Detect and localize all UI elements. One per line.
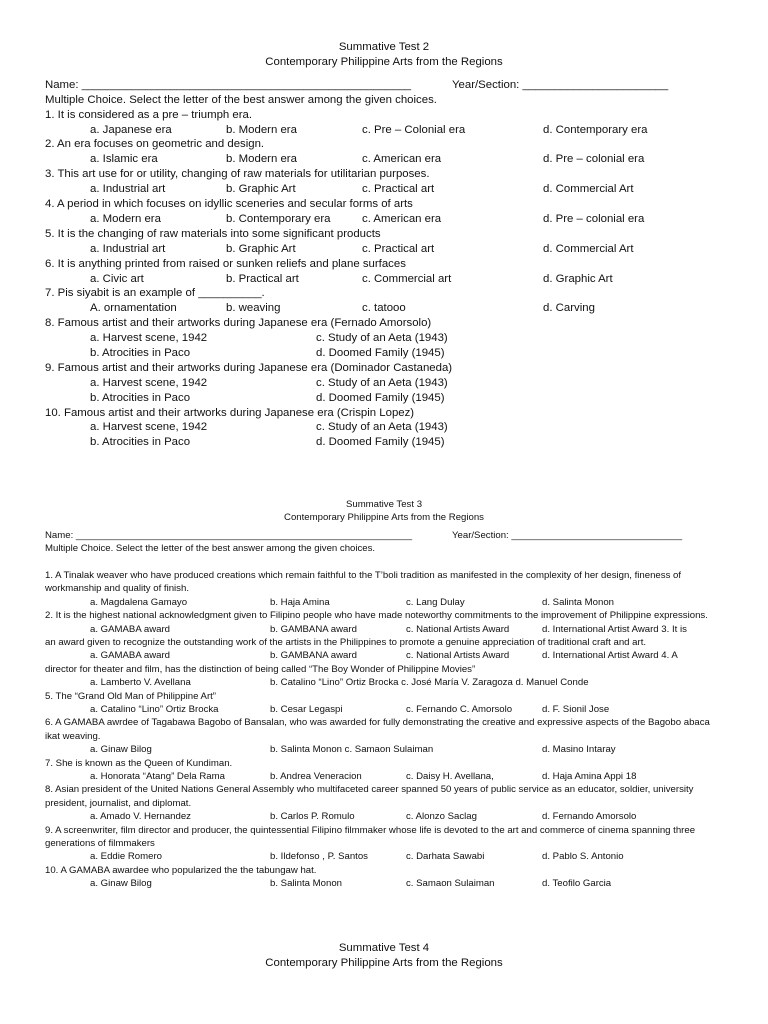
option: a. Lamberto V. Avellana [90, 677, 191, 689]
option: b. Atrocities in Paco [90, 391, 191, 404]
answer-options [0, 877, 768, 890]
test3-name-row [0, 529, 768, 542]
answer-options [0, 391, 768, 406]
test4-title: Summative Test 4 [338, 942, 430, 954]
summative-test-2 [0, 40, 768, 450]
question: 8. Asian president of the United Nations General Assembly who multifaceted career spanned 50 years of public service as an educator, soldier, university president, journalist, and diplomat. [45, 784, 694, 809]
option: a. Modern era [90, 212, 161, 225]
question: 5. The “Grand Old Man of Philippine Art” [45, 690, 216, 702]
question: 10. A GAMABA awardee who popularized the the tabungaw hat. [45, 864, 317, 876]
option: c. Study of an Aeta (1943) [316, 376, 448, 389]
answer-options [0, 152, 768, 167]
option: c. National Artists Award [406, 623, 510, 635]
option: c. American era [362, 212, 442, 225]
option: d. Pre – colonial era [543, 153, 645, 166]
option: d. Doomed Family (1945) [316, 436, 445, 449]
option: b. Atrocities in Paco [90, 436, 191, 449]
option: a. Harvest scene, 1942 [90, 376, 208, 389]
answer-options [0, 676, 768, 689]
option: b. weaving [226, 302, 281, 315]
option: a. Honorata “Atang” Dela Rama [90, 771, 225, 782]
answer-options [0, 182, 768, 197]
option: d. F. Sionil Jose [542, 704, 610, 715]
option: b. Graphic Art [226, 183, 296, 196]
question: 10. Famous artist and their artworks during Japanese era (Crispin Lopez) [45, 406, 415, 419]
summative-test-4 [0, 941, 768, 971]
option: c. Samaon Sulaiman [406, 878, 495, 890]
option: a. Japanese era [90, 123, 172, 136]
test2-title: Summative Test 2 [338, 41, 430, 53]
option: d. Carving [543, 302, 595, 315]
option: a. Harvest scene, 1942 [90, 332, 208, 345]
test2-instructions: Multiple Choice. Select the letter of the best answer among the given choices. [45, 93, 437, 106]
option: d. Haja Amina Appi 18 [542, 771, 637, 782]
option: c. Fernando C. Amorsolo [406, 704, 513, 715]
option: c. Daisy H. Avellana, [406, 771, 494, 782]
option: c. Alonzo Saclag [406, 811, 477, 823]
option: d. Contemporary era [543, 123, 648, 136]
option: b. Graphic Art [226, 242, 296, 255]
option: b. GAMBANA award [270, 650, 357, 662]
option: c. Practical art [362, 183, 435, 196]
option: a. GAMABA award [90, 650, 170, 662]
option: b. Ildefonso , P. Santos [270, 851, 368, 863]
option: d. Teofilo Garcia [542, 878, 612, 890]
option: c. Study of an Aeta (1943) [316, 332, 448, 345]
answer-options [0, 420, 768, 435]
option: a. GAMABA award [90, 623, 170, 635]
test3-section-field: Year/Section: ________________________________ [452, 529, 683, 541]
question: 6. A GAMABA awrdee of Tagabawa Bagobo of Bansalan, who was awarded for fully demonstrating the creative and expressive aspects of the Bagobo abaca ikat weaving. [45, 717, 710, 742]
option: c. Lang Dulay [406, 596, 465, 608]
option: b. Haja Amina [270, 596, 330, 608]
answer-options [0, 272, 768, 287]
answer-options [0, 123, 768, 138]
option: d. Fernando Amorsolo [542, 811, 637, 823]
answer-options [0, 810, 768, 823]
test3-name-field: Name: _______________________________________________________________ [45, 529, 413, 541]
option: b. GAMBANA award [270, 623, 357, 635]
option: d. International Artist Award 3. It is [542, 623, 687, 635]
option: a. Islamic era [90, 153, 158, 166]
question: 9. A screenwriter, film director and producer, the quintessential Filipino filmmaker whose life is devoted to the art and commerce of cinema spanning three generations of filmmakers [45, 824, 696, 849]
test2-subtitle: Contemporary Philippine Arts from the Regions [265, 55, 503, 68]
option: a. Industrial art [90, 242, 166, 255]
question: 2. It is the highest national acknowledgment given to Filipino people who have made noteworthy commitments to the improvement of Philippine expressions. [45, 610, 708, 622]
option: c. Pre – Colonial era [362, 123, 466, 136]
question: 8. Famous artist and their artworks during Japanese era (Fernado Amorsolo) [45, 317, 432, 330]
option: c. National Artists Award [406, 650, 510, 662]
option: b. Cesar Legaspi [270, 704, 343, 715]
question: director for theater and film, has the distinction of being called “The Boy Wonder of Philippine Movies” [45, 663, 476, 675]
option: a. Amado V. Hernandez [90, 811, 191, 823]
answer-options [0, 850, 768, 863]
option: b. Contemporary era [226, 212, 331, 225]
question: 4. A period in which focuses on idyllic sceneries and secular forms of arts [45, 198, 413, 210]
question: 3. This art use for or utility, changing of raw materials for utilitarian purposes. [45, 168, 430, 181]
option: a. Ginaw Bilog [90, 878, 152, 890]
option: c. Commercial art [362, 272, 452, 285]
test2-section-field: Year/Section: _______________________ [452, 78, 669, 91]
question: 5. It is the changing of raw materials into some significant products [45, 227, 381, 240]
option: b. Practical art [226, 272, 299, 285]
option: d. Pablo S. Antonio [542, 851, 624, 863]
option: d. International Artist Award 4. A [542, 650, 678, 662]
option: d. Commercial Art [543, 242, 634, 255]
option: A. ornamentation [90, 302, 177, 315]
option: b. Salinta Monon c. Samaon Sulaiman [270, 744, 434, 756]
test4-subtitle: Contemporary Philippine Arts from the Regions [265, 957, 503, 969]
test3-title: Summative Test 3 [345, 499, 423, 510]
question: 7. She is known as the Queen of Kundiman. [45, 757, 233, 769]
option: d. Doomed Family (1945) [316, 346, 445, 359]
option: d. Commercial Art [543, 183, 634, 196]
answer-options [0, 703, 768, 716]
option: c. Darhata Sawabi [406, 851, 485, 863]
option: a. Civic art [90, 272, 144, 285]
test2-name-row [0, 78, 768, 93]
option: c. Practical art [362, 242, 435, 255]
option: a. Catalino “Lino” Ortiz Brocka [90, 704, 219, 715]
answer-options [0, 623, 768, 636]
option: a. Magdalena Gamayo [90, 596, 188, 608]
option: b. Atrocities in Paco [90, 346, 191, 359]
answer-options [0, 649, 768, 662]
option: b. Andrea Veneracion [270, 771, 362, 782]
option: c. American era [362, 153, 442, 166]
summative-test-3 [0, 498, 768, 891]
answer-options [0, 331, 768, 346]
answer-options [0, 596, 768, 609]
question: 1. A Tinalak weaver who have produced creations which remain faithful to the T’boli tradition as manifested in the complexity of her design, fineness of workmanship and quality of finish. [45, 570, 682, 595]
option: a. Industrial art [90, 183, 166, 196]
option: a. Eddie Romero [90, 851, 162, 863]
option: d. Graphic Art [543, 272, 613, 285]
answer-options [0, 212, 768, 227]
answer-options [0, 301, 768, 316]
option: b. Catalino “Lino” Ortiz Brocka c. José María V. Zaragoza d. Manuel Conde [270, 677, 589, 689]
question: an award given to recognize the outstanding work of the artists in the Philippines to promote a genuine appreciation of traditional craft and art. [45, 637, 647, 648]
option: d. Pre – colonial era [543, 212, 645, 225]
answer-options [0, 242, 768, 257]
answer-options [0, 376, 768, 391]
question: 1. It is considered as a pre – triumph era. [45, 108, 253, 121]
question: 6. It is anything printed from raised or sunken reliefs and plane surfaces [45, 257, 406, 270]
spacer [0, 556, 768, 569]
option: a. Harvest scene, 1942 [90, 421, 208, 434]
test2-name-field: Name: ____________________________________________________ [45, 78, 412, 91]
answer-options [0, 743, 768, 756]
answer-options [0, 770, 768, 783]
option: b. Salinta Monon [270, 878, 342, 890]
option: b. Modern era [226, 153, 297, 166]
question: 2. An era focuses on geometric and design. [45, 138, 265, 151]
option: a. Ginaw Bilog [90, 744, 152, 756]
answer-options [0, 435, 768, 450]
option: d. Doomed Family (1945) [316, 391, 445, 404]
option: c. tatooo [362, 302, 406, 315]
option: c. Study of an Aeta (1943) [316, 421, 448, 434]
answer-options [0, 346, 768, 361]
test3-subtitle: Contemporary Philippine Arts from the Regions [284, 512, 484, 524]
option: d. Salinta Monon [542, 596, 614, 608]
test3-instructions: Multiple Choice. Select the letter of the best answer among the given choices. [45, 543, 376, 555]
option: b. Modern era [226, 123, 297, 136]
option: b. Carlos P. Romulo [270, 811, 355, 823]
question: 9. Famous artist and their artworks during Japanese era (Dominador Castaneda) [45, 361, 453, 374]
question: 7. Pis siyabit is an example of __________. [45, 287, 265, 300]
option: d. Masino Intaray [542, 744, 616, 756]
